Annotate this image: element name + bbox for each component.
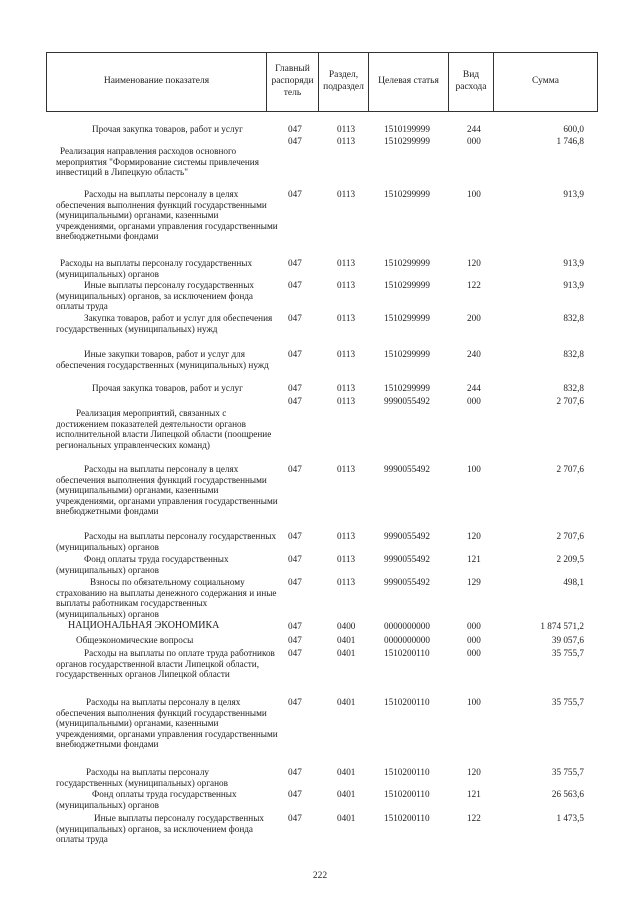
row-target: 9990055492 bbox=[384, 554, 430, 564]
row-sum: 832,8 bbox=[563, 349, 584, 359]
row-grbs: 047 bbox=[288, 635, 302, 645]
row-grbs: 047 bbox=[288, 554, 302, 564]
row-target: 0000000000 bbox=[384, 621, 430, 631]
row-sum: 2 707,6 bbox=[556, 396, 584, 406]
row-kind: 100 bbox=[467, 189, 481, 199]
row-kind: 240 bbox=[467, 349, 481, 359]
row-target: 1510299999 bbox=[384, 349, 430, 359]
row-target: 1510199999 bbox=[384, 124, 430, 134]
row-grbs: 047 bbox=[288, 124, 302, 134]
row-section: 0113 bbox=[337, 124, 356, 134]
row-name: Общеэкономические вопросы bbox=[76, 635, 194, 645]
header-name: Наименование показателя bbox=[47, 53, 267, 111]
row-kind: 000 bbox=[467, 621, 481, 631]
row-sum: 2 707,6 bbox=[556, 464, 584, 474]
row-name: Иные выплаты персоналу государственных (муниципальных) органов, за исключением фонда оплаты труда bbox=[56, 813, 264, 844]
header-grbs: Главный распоряди тель bbox=[267, 53, 319, 111]
row-grbs: 047 bbox=[288, 813, 302, 823]
header-target: Целевая статья bbox=[369, 53, 449, 111]
row-grbs: 047 bbox=[288, 136, 302, 146]
row-name: Фонд оплаты труда государственных (муниципальных) органов bbox=[56, 789, 237, 810]
row-grbs: 047 bbox=[288, 349, 302, 359]
row-name: Иные закупки товаров, работ и услуг для обеспечения государственных (муниципальных) нужд bbox=[56, 349, 269, 370]
row-section: 0113 bbox=[337, 313, 356, 323]
row-sum: 913,9 bbox=[563, 189, 584, 199]
row-sum: 913,9 bbox=[563, 258, 584, 268]
row-kind: 122 bbox=[467, 813, 481, 823]
row-kind: 000 bbox=[467, 648, 481, 658]
row-section: 0113 bbox=[337, 531, 356, 541]
row-kind: 200 bbox=[467, 313, 481, 323]
row-grbs: 047 bbox=[288, 464, 302, 474]
row-name: Расходы на выплаты по оплате труда работников органов государственной власти Липецкой области, государственных органов Липецкой области bbox=[56, 648, 275, 679]
row-kind: 120 bbox=[467, 531, 481, 541]
row-kind: 121 bbox=[467, 789, 481, 799]
row-sum: 498,1 bbox=[563, 577, 584, 587]
row-grbs: 047 bbox=[288, 280, 302, 290]
row-sum: 2 209,5 bbox=[556, 554, 584, 564]
row-section: 0113 bbox=[337, 464, 356, 474]
row-target: 1510200110 bbox=[384, 767, 430, 777]
row-section: 0113 bbox=[337, 280, 356, 290]
row-section: 0113 bbox=[337, 189, 356, 199]
row-target: 1510200110 bbox=[384, 813, 430, 823]
row-kind: 000 bbox=[467, 635, 481, 645]
row-kind: 122 bbox=[467, 280, 481, 290]
row-sum: 1 746,8 bbox=[556, 136, 584, 146]
row-name: Взносы по обязательному социальному страхованию на выплаты денежного содержания и иные выплаты работникам государственных (муниципальных) органов bbox=[56, 577, 277, 619]
row-grbs: 047 bbox=[288, 621, 302, 631]
row-sum: 26 563,6 bbox=[551, 789, 584, 799]
row-sum: 913,9 bbox=[563, 280, 584, 290]
row-grbs: 047 bbox=[288, 531, 302, 541]
row-section: 0401 bbox=[337, 635, 356, 645]
row-kind: 244 bbox=[467, 383, 481, 393]
row-section: 0113 bbox=[337, 383, 356, 393]
row-section: 0113 bbox=[337, 349, 356, 359]
row-name: Фонд оплаты труда государственных (муниципальных) органов bbox=[56, 554, 229, 575]
row-kind: 121 bbox=[467, 554, 481, 564]
row-name: Расходы на выплаты персоналу государственных (муниципальных) органов bbox=[56, 258, 253, 279]
row-grbs: 047 bbox=[288, 396, 302, 406]
row-name: Иные выплаты персоналу государственных (муниципальных) органов, за исключением фонда оплаты труда bbox=[56, 280, 254, 311]
row-kind: 120 bbox=[467, 767, 481, 777]
row-target: 1510299999 bbox=[384, 383, 430, 393]
row-target: 0000000000 bbox=[384, 635, 430, 645]
row-section: 0401 bbox=[337, 648, 356, 658]
row-sum: 600,0 bbox=[563, 124, 584, 134]
row-name: Расходы на выплаты персоналу в целях обеспечения выполнения функций государственными (муниципальными) органами, казенными учреждениями, органами управления государственными внебюджетными фондами bbox=[56, 697, 278, 749]
row-target: 9990055492 bbox=[384, 464, 430, 474]
row-kind: 129 bbox=[467, 577, 481, 587]
row-name: Закупка товаров, работ и услуг для обеспечения государственных (муниципальных) нужд bbox=[56, 313, 273, 334]
row-section: 0400 bbox=[337, 621, 356, 631]
row-section: 0113 bbox=[337, 396, 356, 406]
row-target: 1510200110 bbox=[384, 789, 430, 799]
row-grbs: 047 bbox=[288, 577, 302, 587]
row-sum: 35 755,7 bbox=[551, 648, 584, 658]
row-section: 0401 bbox=[337, 767, 356, 777]
row-grbs: 047 bbox=[288, 189, 302, 199]
row-name: Расходы на выплаты персоналу в целях обеспечения выполнения функций государственными (муниципальными) органами, казенными учреждениями, органами управления государственными внебюджетными фондами bbox=[56, 189, 278, 241]
row-section: 0401 bbox=[337, 789, 356, 799]
row-sum: 39 057,6 bbox=[551, 635, 584, 645]
row-target: 1510200110 bbox=[384, 697, 430, 707]
row-target: 1510200110 bbox=[384, 648, 430, 658]
row-grbs: 047 bbox=[288, 789, 302, 799]
row-name: Реализация направления расходов основного мероприятия "Формирование системы привлечения инвестиций в Липецкую область" bbox=[56, 146, 259, 177]
row-section: 0113 bbox=[337, 258, 356, 268]
row-name: Прочая закупка товаров, работ и услуг bbox=[92, 383, 243, 393]
row-sum: 1 874 571,2 bbox=[540, 621, 584, 631]
row-sum: 832,8 bbox=[563, 313, 584, 323]
row-target: 1510299999 bbox=[384, 189, 430, 199]
header-section: Раздел, подраздел bbox=[319, 53, 369, 111]
row-grbs: 047 bbox=[288, 648, 302, 658]
row-target: 1510299999 bbox=[384, 258, 430, 268]
row-name: Реализация мероприятий, связанных с достижением показателей деятельности органов исполнительной власти Липецкой области (поощрение региональных управленческих команд) bbox=[56, 408, 272, 450]
row-target: 9990055492 bbox=[384, 577, 430, 587]
row-sum: 2 707,6 bbox=[556, 531, 584, 541]
row-target: 9990055492 bbox=[384, 531, 430, 541]
table-header bbox=[46, 52, 598, 112]
row-section: 0113 bbox=[337, 577, 356, 587]
row-kind: 000 bbox=[467, 396, 481, 406]
row-section: 0401 bbox=[337, 813, 356, 823]
row-name: Расходы на выплаты персоналу в целях обеспечения выполнения функций государственными (муниципальными) органами, казенными учреждениями, органами управления государственными внебюджетными фондами bbox=[56, 464, 278, 516]
row-target: 9990055492 bbox=[384, 396, 430, 406]
header-kind: Вид расхода bbox=[449, 53, 494, 111]
row-grbs: 047 bbox=[288, 258, 302, 268]
row-grbs: 047 bbox=[288, 383, 302, 393]
row-name: НАЦИОНАЛЬНАЯ ЭКОНОМИКА bbox=[68, 620, 220, 631]
page-number: 222 bbox=[312, 871, 328, 881]
row-section: 0401 bbox=[337, 697, 356, 707]
row-name: Расходы на выплаты персоналу государственных (муниципальных) органов bbox=[56, 531, 277, 552]
row-name: Расходы на выплаты персоналу государственных (муниципальных) органов bbox=[56, 767, 228, 788]
row-kind: 100 bbox=[467, 464, 481, 474]
row-target: 1510299999 bbox=[384, 280, 430, 290]
row-section: 0113 bbox=[337, 136, 356, 146]
row-grbs: 047 bbox=[288, 697, 302, 707]
row-kind: 244 bbox=[467, 124, 481, 134]
row-kind: 000 bbox=[467, 136, 481, 146]
row-sum: 1 473,5 bbox=[556, 813, 584, 823]
row-sum: 35 755,7 bbox=[551, 767, 584, 777]
row-target: 1510299999 bbox=[384, 136, 430, 146]
row-target: 1510299999 bbox=[384, 313, 430, 323]
header-sum: Сумма bbox=[532, 76, 559, 87]
row-kind: 100 bbox=[467, 697, 481, 707]
row-sum: 35 755,7 bbox=[551, 697, 584, 707]
row-kind: 120 bbox=[467, 258, 481, 268]
row-section: 0113 bbox=[337, 554, 356, 564]
row-grbs: 047 bbox=[288, 313, 302, 323]
row-sum: 832,8 bbox=[563, 383, 584, 393]
row-name: Прочая закупка товаров, работ и услуг bbox=[92, 124, 243, 134]
row-grbs: 047 bbox=[288, 767, 302, 777]
